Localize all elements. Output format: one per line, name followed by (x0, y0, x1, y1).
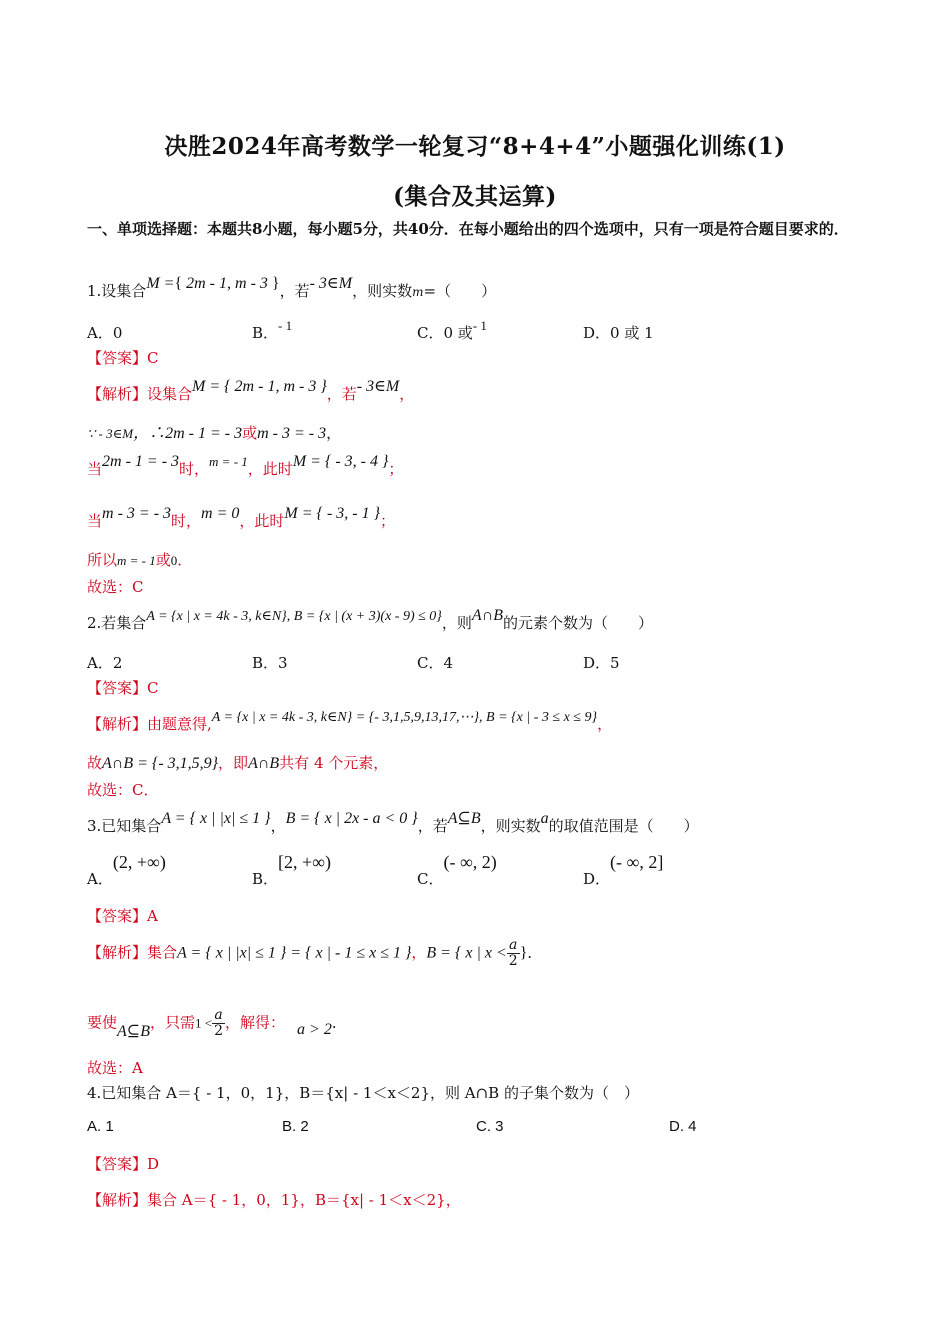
q4-answer: 【答案】D (87, 1155, 160, 1173)
q4-option-c: C. 3 (476, 1118, 504, 1135)
q2-option-b: B．3 (252, 654, 288, 672)
question-3-stem: 3.已知集合A = { x | |x| ≤ 1 }，B = { x | 2x - a < 0 }，若A⊆B，则实数a的取值范围是（ ） (87, 810, 699, 835)
section-header: 一、单项选择题：本题共8小题，每小题5分，共40分．在每小题给出的四个选项中，只有一项是符合题目要求的． (87, 220, 849, 238)
q1-option-b: B．- 1 (252, 318, 293, 342)
q2-option-c: C．4 (417, 654, 454, 672)
q1-choose: 故选：C (87, 578, 144, 596)
q1-option-d: D．0 或 1 (583, 324, 654, 342)
q1-option-c: C．0 或- 1 (417, 318, 487, 342)
q2-option-a: A．2 (87, 654, 123, 672)
q3-choose: 故选：A (87, 1059, 143, 1077)
q2-analysis-line-1: 【解析】由题意得,A = {x | x = 4k - 3, k∈N} = {- 3,1,5,9,13,17,⋯}, B = {x | - 3 ≤ x ≤ 9}， (87, 710, 613, 733)
q4-option-b: B. 2 (282, 1118, 309, 1135)
page-subtitle: (集合及其运算) (393, 183, 557, 210)
q1-option-a: A．0 (87, 324, 123, 342)
q3-answer: 【答案】A (87, 907, 158, 925)
question-4-stem: 4.已知集合 A＝{ - 1，0，1}，B＝{x| - 1＜x＜2}，则 A∩B 的子集个数为（ ） (87, 1084, 639, 1102)
q4-option-a: A. 1 (87, 1118, 114, 1135)
q1-analysis-line-3: 当2m - 1 = - 3时，m = - 1，此时M = { - 3, - 4 }； (87, 453, 404, 478)
q3-fraction-2: $\frac{a}{2}$ (214, 1007, 223, 1039)
q2-option-d: D．5 (583, 654, 620, 672)
q1-analysis-line-4: 当m - 3 = - 3时，m = 0，此时M = { - 3, - 1 }； (87, 505, 396, 530)
q2-analysis-line-2: 故A∩B = {- 3,1,5,9}，即A∩B共有 4 个元素， (87, 754, 389, 772)
q1-analysis-line-5: 所以m = - 1或0． (87, 551, 193, 569)
q3-analysis-line-2: 要使A⊆B，只需1 < $\frac{a}{2}$ ，解得： a > 2． (87, 1007, 347, 1040)
q3-option-b: B．[2, +∞) (252, 852, 332, 888)
question-1-stem: 1.设集合M ={ 2m - 1, m - 3 }，若- 3∈M，则实数m=（ ） (87, 275, 497, 300)
q3-fraction: $\frac{a}{2}$ (508, 937, 518, 969)
q2-answer: 【答案】C (87, 679, 159, 697)
q1-answer: 【答案】C (87, 349, 159, 367)
q3-option-a: A．(2, +∞) (87, 852, 166, 888)
q2-choose: 故选：C． (87, 781, 159, 799)
q1-analysis-line-2: ∵ - 3∈M，∴2m - 1 = - 3或m - 3 = - 3， (87, 424, 342, 442)
q4-option-d: D. 4 (669, 1118, 697, 1135)
q3-analysis-line-1: 【解析】集合A = { x | |x| ≤ 1 } = { x | - 1 ≤ x ≤ 1 }，B = { x | x < $\frac{a}{2}$ }． (87, 937, 543, 969)
q1-analysis-line-1: 【解析】设集合M = { 2m - 1, m - 3 }，若- 3∈M， (87, 378, 415, 403)
q4-analysis-line-1: 【解析】集合 A＝{ - 1，0，1}，B＝{x| - 1＜x＜2}， (87, 1191, 461, 1209)
q3-option-d: D．(- ∞, 2] (583, 852, 664, 888)
q3-option-c: C．(- ∞, 2) (417, 852, 497, 888)
page-title: 决胜2024年高考数学一轮复习“8+4+4”小题强化训练(1) (164, 133, 786, 160)
question-2-stem: 2.若集合A = {x | x = 4k - 3, k∈N}, B = {x | (x + 3)(x - 9) ≤ 0}，则A∩B的元素个数为（ ） (87, 607, 654, 632)
